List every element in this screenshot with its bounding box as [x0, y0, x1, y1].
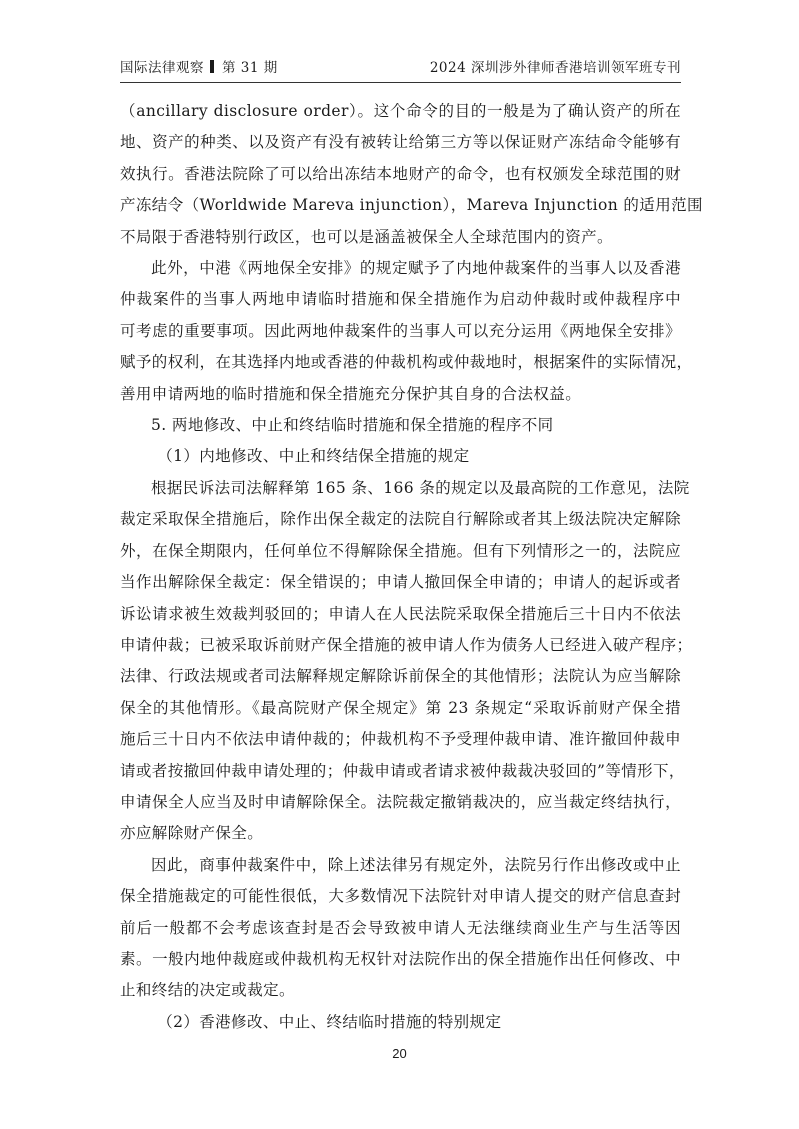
text-line: 因此，商事仲裁案件中，除上述法律另有规定外，法院另行作出修改或中止	[151, 855, 681, 874]
section-heading-5	[120, 410, 681, 441]
subheading-1	[120, 441, 681, 472]
text-line: 当作出解除保全裁定：保全错误的；申请人撤回保全申请的；申请人的起诉或者	[120, 573, 681, 592]
text-line: 止和终结的决定或裁定。	[120, 981, 295, 1000]
text-line: 请或者按撤回仲裁申请处理的；仲裁申请或者请求被仲裁裁决驳回的”等情形下，	[120, 761, 685, 780]
article-body	[120, 96, 703, 1038]
text-line: 地、资产的种类、以及资产有没有被转让给第三方等以保证财产冻结命令能够有	[120, 133, 681, 152]
paragraph-4	[120, 850, 681, 1007]
text-line: （ancillary disclosure order）。这个命令的目的一般是为了确认资产的所在	[120, 102, 681, 120]
heading-text: 5. 两地修改、中止和终结临时措施和保全措施的程序不同	[151, 416, 554, 435]
text-line: 产冻结令（Worldwide Mareva injunction），Mareva Injunction 的适用范围	[120, 196, 703, 215]
special-issue-title: 2024 深圳涉外律师香港培训领军班专刊	[429, 60, 681, 76]
text-line: 前后一般都不会考虑该查封是否会导致被申请人无法继续商业生产与生活等因	[120, 918, 681, 937]
text-line: 裁定采取保全措施后，除作出保全裁定的法院自行解除或者其上级法院决定解除	[120, 510, 681, 529]
text-line: 施后三十日内不依法申请仲裁的；仲裁机构不予受理仲裁申请、准许撤回仲裁申	[120, 730, 681, 749]
text-line: 亦应解除财产保全。	[120, 824, 264, 843]
subheading-2	[120, 1007, 681, 1038]
text-line: 仲裁案件的当事人两地申请临时措施和保全措施作为启动仲裁时或仲裁程序中	[120, 290, 681, 309]
text-line: 可考虑的重要事项。因此两地仲裁案件的当事人可以充分运用《两地保全安排》	[120, 321, 681, 340]
page-number: 20	[392, 1046, 407, 1061]
text-line: 素。一般内地仲裁庭或仲裁机构无权针对法院作出的保全措施作出任何修改、中	[120, 949, 681, 968]
text-line: 此外，中港《两地保全安排》的规定赋予了内地仲裁案件的当事人以及香港	[151, 259, 681, 278]
text-line: 外，在保全期限内，任何单位不得解除保全措施。但有下列情形之一的，法院应	[120, 541, 681, 560]
paragraph-2	[120, 253, 693, 410]
running-header	[120, 56, 681, 78]
subheading-text: （2）香港修改、中止、终结临时措施的特别规定	[157, 1012, 502, 1031]
text-line: 不局限于香港特别行政区，也可以是涵盖被保全人全球范围内的资产。	[120, 227, 613, 246]
header-rule	[120, 82, 681, 83]
header-left	[120, 56, 278, 76]
issue-number: 第 31 期	[222, 60, 278, 76]
subheading-text: （1）内地修改、中止和终结保全措施的规定	[157, 447, 470, 466]
journal-title: 国际法律观察	[120, 60, 204, 76]
text-line: 善用申请两地的临时措施和保全措施充分保护其自身的合法权益。	[120, 384, 582, 403]
text-line: 保全措施裁定的可能性很低，大多数情况下法院针对申请人提交的财产信息查封	[120, 887, 681, 906]
text-line: 诉讼请求被生效裁判驳回的；申请人在人民法院采取保全措施后三十日内不依法	[120, 604, 681, 623]
text-line: 赋予的权利，在其选择内地或香港的仲裁机构或仲裁地时，根据案件的实际情况，	[120, 353, 693, 372]
text-line: 效执行。香港法院除了可以给出冻结本地财产的命令，也有权颁发全球范围的财	[120, 164, 681, 183]
text-line: 申请保全人应当及时申请解除保全。法院裁定撤销裁决的，应当裁定终结执行，	[120, 792, 681, 811]
text-line: 法律、行政法规或者司法解释规定解除诉前保全的其他情形；法院认为应当解除	[120, 667, 681, 686]
text-line: 保全的其他情形。《最高院财产保全规定》第 23 条规定“采取诉前财产保全措	[120, 698, 681, 717]
text-line: 申请仲裁；已被采取诉前财产保全措施的被申请人作为债务人已经进入破产程序；	[120, 635, 693, 654]
paragraph-3	[120, 473, 693, 850]
header-divider-bar	[210, 60, 214, 73]
paragraph-1	[120, 96, 703, 253]
text-line: 根据民诉法司法解释第 165 条、166 条的规定以及最高院的工作意见，法院	[151, 478, 690, 497]
